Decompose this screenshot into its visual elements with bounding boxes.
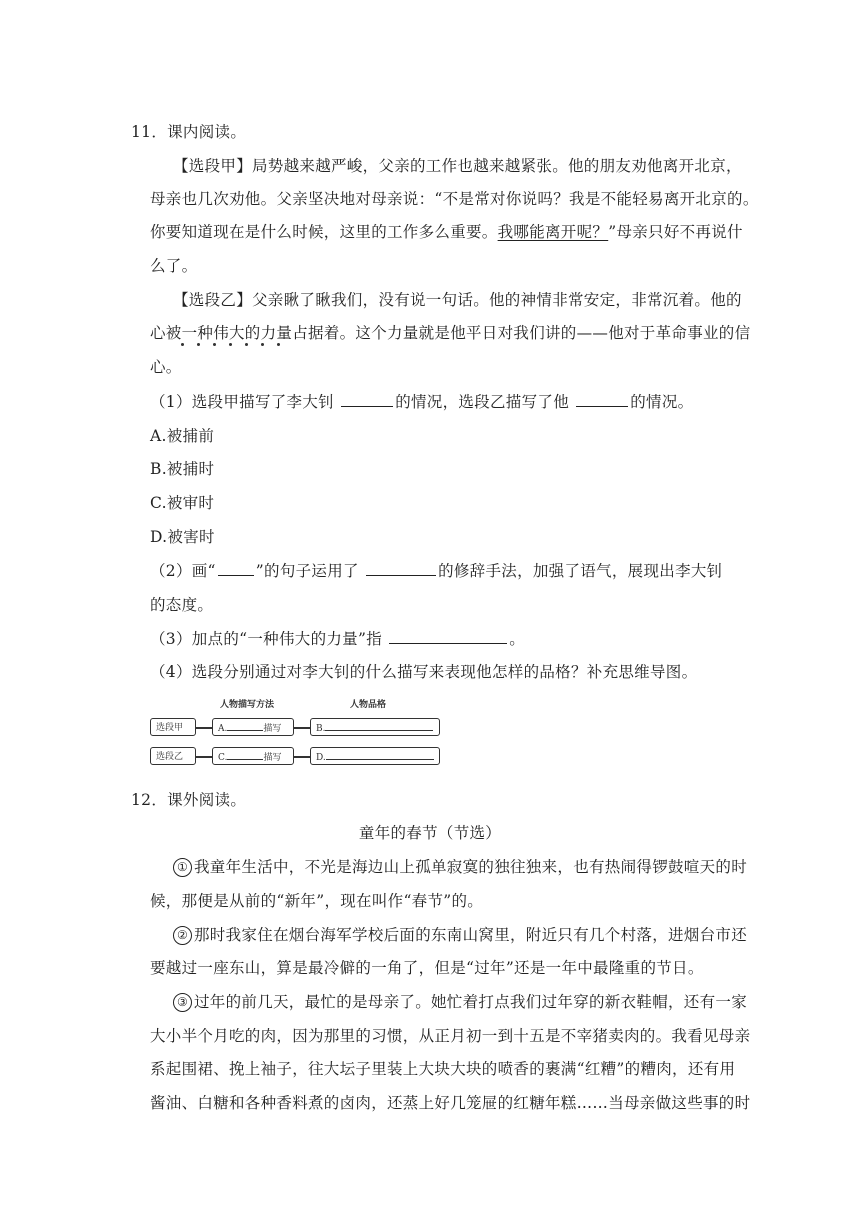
p3-text: 过年的前几天，最忙的是母亲了。她忙着打点我们过年穿的新衣鞋帽，还有一家 [194,993,748,1011]
sub3-text-b: 。 [509,630,526,648]
mm-connector [294,756,310,758]
q11-yi-line-1: 【选段乙】父亲瞅了瞅我们，没有说一句话。他的神情非常安定，非常沉着。他的 [173,291,742,309]
mm-connector [294,727,310,729]
mm-connector [196,756,212,758]
mm-box-c [212,747,294,765]
mm-c-write: 描写 [263,753,282,763]
q11-sub2 [150,561,740,581]
mm-head-quality: 人物品格 [350,700,387,710]
q11-title: 11．课内阅读。 [131,123,247,141]
q11-jia-line-2: 母亲也几次劝他。父亲坚决地对母亲说：“不是常对你说吗？我是不能轻易离开北京的。 [150,190,759,208]
mm-head-method: 人物描写方法 [220,700,275,710]
p1-text: 我童年生活中，不光是海边山上孤单寂寞的独往独来，也有热闹得锣鼓喧天的时 [194,858,748,876]
sub1-text-c: 的情况。 [630,393,694,411]
mm-a-write: 描写 [263,724,282,734]
q11-jia-line-1: 【选段甲】局势越来越严峻，父亲的工作也越来越紧张。他的朋友劝他离开北京， [173,157,742,175]
sub3-text-a: （3）加点的“一种伟大的力量”指 [150,630,383,648]
q11-yi-line-2: 心被一种伟大的力量占据着。这个力量就是他平日对我们讲的——他对于革命事业的信 [150,324,751,342]
mm-box-d [310,747,440,765]
mm-c-label: C. [218,753,228,763]
mm-box-b [310,718,440,736]
mm-blank-d[interactable] [326,748,434,760]
mm-connector [196,727,212,729]
answer-blank-4[interactable] [389,629,507,644]
underline-sample [218,561,254,576]
answer-blank-1[interactable] [341,392,393,407]
option-b: B.被捕时 [150,460,215,478]
sub2-text-c: 的修辞手法，加强了语气，展现出李大钊 [438,562,723,580]
sub2-text-a: （2）画“ [150,562,216,580]
sub2-text-b: ”的句子运用了 [255,562,359,580]
paragraph-number-1: ① [173,858,192,877]
p1-line-1 [173,857,748,877]
p3-line-3: 系起围裙、挽上袖子，往大坛子里装上大块大块的喷香的裹满“红糟”的糟肉，还有用 [150,1060,736,1078]
mm-blank-a[interactable] [227,719,263,731]
underlined-sentence: 我哪能离开呢？ [497,223,609,241]
q11-jia-line-4: 么了。 [150,257,198,275]
mm-blank-c[interactable] [227,748,263,760]
mm-a-label: A. [218,724,228,734]
q11-jia-text-tail: ”母亲只好不再说什 [608,223,743,241]
q11-sub4: （4）选段分别通过对李大钊的什么描写来表现他怎样的品格？补充思维导图。 [150,663,698,681]
option-c: C.被审时 [150,494,215,512]
p3-line-4: 酱油、白糖和各种香料煮的卤肉，还蒸上好几笼屉的红糖年糕……当母亲做这些事的时 [150,1094,751,1112]
mm-row2-label: 选段乙 [150,747,196,765]
mm-d-label: D. [316,753,326,763]
emphasis-dots [181,343,291,349]
p2-text: 那时我家住在烟台海军学校后面的东南山窝里，附近只有几个村落，进烟台市还 [194,926,748,944]
q11-sub1 [150,392,740,412]
mm-row1-label: 选段甲 [150,718,196,736]
mm-box-a [212,718,294,736]
q11-jia-line-3 [150,222,743,242]
paragraph-number-3: ③ [173,993,192,1012]
p2-line-1 [173,925,748,945]
q11-yi-line-3: 心。 [150,358,182,376]
passage-title: 童年的春节（节选） [358,824,502,842]
option-a: A.被捕前 [150,427,215,445]
option-d: D.被害时 [150,528,215,546]
answer-blank-3[interactable] [366,561,436,576]
mind-map [150,697,442,769]
q12-title: 12．课外阅读。 [131,791,247,809]
answer-blank-2[interactable] [576,392,628,407]
mm-b-label: B. [316,724,326,734]
p1-line-2: 候，那便是从前的“新年”，现在叫作“春节”的。 [150,892,484,910]
paragraph-number-2: ② [173,926,192,945]
sub1-text-b: 的情况，选段乙描写了他 [395,393,570,411]
sub1-text-a: （1）选段甲描写了李大钊 [150,393,334,411]
q11-sub3 [150,629,740,649]
q11-sub2-cont: 的态度。 [150,596,214,614]
p3-line-1 [173,992,748,1012]
mm-blank-b[interactable] [325,719,433,731]
p2-line-2: 要越过一座东山，算是最冷僻的一角了，但是“过年”还是一年中最隆重的节日。 [150,959,704,977]
p3-line-2: 大小半个月吃的肉，因为那里的习惯，从正月初一到十五是不宰猪卖肉的。我看见母亲 [150,1027,751,1045]
q11-jia-text: 你要知道现在是什么时候，这里的工作多么重要。 [150,223,498,241]
